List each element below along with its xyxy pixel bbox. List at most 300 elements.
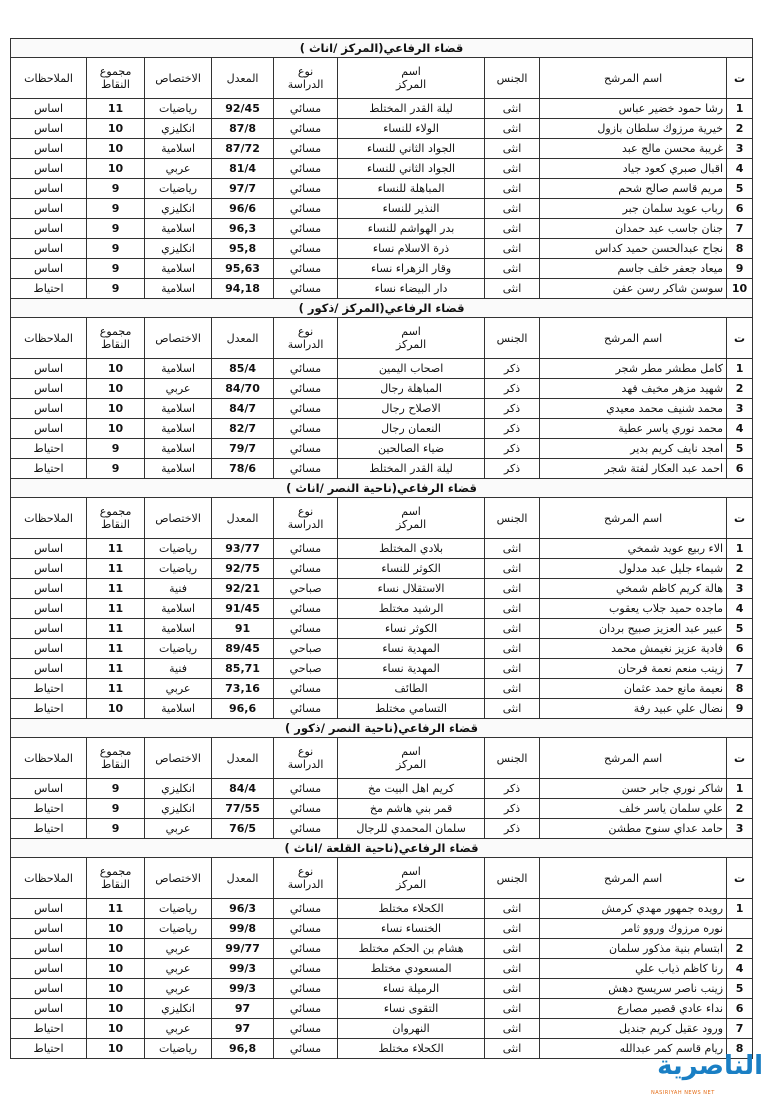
points-header-bottom: النقاط (101, 338, 130, 351)
average-cell: 85/4 (212, 359, 274, 379)
notes-cell: اساس (11, 219, 87, 239)
center-cell: هشام بن الحكم مختلط (338, 939, 485, 959)
notes-cell: اساس (11, 99, 87, 119)
center-cell: الجواد الثاني للنساء (338, 159, 485, 179)
gender-cell: انثى (485, 259, 540, 279)
candidate-name: محمد نوري ياسر عطية (540, 419, 727, 439)
table-row (11, 799, 753, 819)
candidate-name: رشا حمود خضير عباس (540, 99, 727, 119)
type-header-top: نوع (297, 505, 314, 518)
center-cell: الاستقلال نساء (338, 579, 485, 599)
points-cell: 9 (87, 779, 145, 799)
table-row (11, 619, 753, 639)
points-header-bottom: النقاط (101, 878, 130, 891)
candidate-name: عبير عبد العزيز صبيح بردان (540, 619, 727, 639)
points-cell: 10 (87, 959, 145, 979)
specialty-cell: انكليزي (145, 779, 212, 799)
study-type-cell: مسائي (274, 379, 338, 399)
candidate-name: شاكر نوري جابر حسن (540, 779, 727, 799)
avg-header: المعدل (212, 858, 274, 899)
specialty-cell: انكليزي (145, 239, 212, 259)
table-row (11, 279, 753, 299)
center-header-bottom: المركز (395, 758, 427, 771)
center-cell: المهدية نساء (338, 639, 485, 659)
average-cell: 93/77 (212, 539, 274, 559)
row-number: 5 (727, 619, 753, 639)
points-cell: 11 (87, 899, 145, 919)
notes-cell: اساس (11, 619, 87, 639)
row-number: 9 (727, 259, 753, 279)
center-header-top: اسم (401, 325, 421, 338)
center-cell: ليلة القدر المختلط (338, 459, 485, 479)
table-row (11, 139, 753, 159)
notes-cell: اساس (11, 939, 87, 959)
notes-cell: اساس (11, 399, 87, 419)
notes-cell: احتياط (11, 1039, 87, 1059)
row-number: 4 (727, 159, 753, 179)
specialty-cell: اسلامية (145, 219, 212, 239)
average-cell: 96,3 (212, 219, 274, 239)
specialty-cell: اسلامية (145, 459, 212, 479)
type-header-bottom: الدراسة (287, 338, 324, 351)
center-cell: التسامي مختلط (338, 699, 485, 719)
table-row (11, 459, 753, 479)
gender-header: الجنس (485, 318, 540, 359)
section-title-row (11, 719, 753, 738)
row-number: 8 (727, 1039, 753, 1059)
gender-cell: انثى (485, 99, 540, 119)
points-cell: 9 (87, 439, 145, 459)
study-type-cell: مسائي (274, 979, 338, 999)
points-cell: 10 (87, 119, 145, 139)
type-header-bottom: الدراسة (287, 878, 324, 891)
gender-cell: ذكر (485, 419, 540, 439)
study-type-cell: صباحي (274, 639, 338, 659)
average-cell: 97 (212, 999, 274, 1019)
candidate-name: نعيمة مانع حمد عثمان (540, 679, 727, 699)
study-type-cell: مسائي (274, 699, 338, 719)
specialty-cell: اسلامية (145, 699, 212, 719)
gender-cell: انثى (485, 999, 540, 1019)
points-header (87, 738, 145, 779)
points-cell: 11 (87, 599, 145, 619)
type-header-top: نوع (297, 865, 314, 878)
study-type-cell: مسائي (274, 619, 338, 639)
spec-header: الاختصاص (145, 858, 212, 899)
section-title-row (11, 839, 753, 858)
notes-cell: اساس (11, 979, 87, 999)
study-type-cell: مسائي (274, 919, 338, 939)
row-number: 3 (727, 139, 753, 159)
center-cell: النهروان (338, 1019, 485, 1039)
num-header: ت (727, 738, 753, 779)
gender-cell: ذكر (485, 359, 540, 379)
average-cell: 91 (212, 619, 274, 639)
section-title-row (11, 39, 753, 58)
notes-cell: اساس (11, 579, 87, 599)
row-number: 3 (727, 819, 753, 839)
study-type-cell: مسائي (274, 99, 338, 119)
study-type-cell: مسائي (274, 459, 338, 479)
specialty-cell: رياضيات (145, 899, 212, 919)
table-row (11, 159, 753, 179)
type-header (274, 318, 338, 359)
type-header (274, 498, 338, 539)
name-header: اسم المرشح (540, 738, 727, 779)
watermark-logo (645, 1052, 763, 1094)
average-cell: 97 (212, 1019, 274, 1039)
center-cell: الرميلة نساء (338, 979, 485, 999)
points-header-top: مجموع (99, 325, 132, 338)
notes-cell: اساس (11, 139, 87, 159)
center-cell: ليلة القدر المختلط (338, 99, 485, 119)
center-cell: الرشيد مختلط (338, 599, 485, 619)
points-cell: 11 (87, 539, 145, 559)
section-title-row (11, 479, 753, 498)
study-type-cell: مسائي (274, 399, 338, 419)
spec-header: الاختصاص (145, 318, 212, 359)
points-cell: 10 (87, 379, 145, 399)
name-header: اسم المرشح (540, 498, 727, 539)
candidate-name: رباب عويد سلمان جبر (540, 199, 727, 219)
points-cell: 10 (87, 359, 145, 379)
notes-cell: اساس (11, 899, 87, 919)
section-title: قضاء الرفاعي(المركز /ذكور ) (11, 299, 753, 318)
center-cell: الاصلاح رجال (338, 399, 485, 419)
specialty-cell: فنية (145, 659, 212, 679)
gender-cell: انثى (485, 119, 540, 139)
section-title: قضاء الرفاعي(المركز /اناث ) (11, 39, 753, 58)
gender-cell: ذكر (485, 819, 540, 839)
spec-header: الاختصاص (145, 738, 212, 779)
notes-cell: اساس (11, 599, 87, 619)
candidate-name: شيماء جليل عبد مدلول (540, 559, 727, 579)
points-header-bottom: النقاط (101, 78, 130, 91)
row-number: 10 (727, 279, 753, 299)
avg-header: المعدل (212, 318, 274, 359)
center-header-top: اسم (401, 65, 421, 78)
study-type-cell: مسائي (274, 1039, 338, 1059)
points-header (87, 58, 145, 99)
specialty-cell: اسلامية (145, 439, 212, 459)
center-cell: الكحلاء مختلط (338, 899, 485, 919)
points-cell: 9 (87, 239, 145, 259)
study-type-cell: مسائي (274, 679, 338, 699)
points-cell: 9 (87, 219, 145, 239)
row-number: 7 (727, 659, 753, 679)
points-header-top: مجموع (99, 505, 132, 518)
gender-cell: انثى (485, 659, 540, 679)
table-row (11, 559, 753, 579)
table-row (11, 579, 753, 599)
points-cell: 10 (87, 979, 145, 999)
table-row (11, 919, 753, 939)
center-header-top: اسم (401, 745, 421, 758)
average-cell: 82/7 (212, 419, 274, 439)
gender-header: الجنس (485, 738, 540, 779)
points-cell: 11 (87, 679, 145, 699)
specialty-cell: اسلامية (145, 419, 212, 439)
points-header (87, 318, 145, 359)
gender-cell: انثى (485, 939, 540, 959)
specialty-cell: عربي (145, 939, 212, 959)
section-title: قضاء الرفاعي(ناحية القلعة /اناث ) (11, 839, 753, 858)
points-cell: 10 (87, 1039, 145, 1059)
candidate-name: علي سلمان ياسر خلف (540, 799, 727, 819)
section-title: قضاء الرفاعي(ناحية النصر /ذكور ) (11, 719, 753, 738)
gender-cell: انثى (485, 179, 540, 199)
notes-cell: اساس (11, 179, 87, 199)
table-row (11, 539, 753, 559)
points-cell: 10 (87, 999, 145, 1019)
row-number: 1 (727, 359, 753, 379)
candidate-name: رنا كاظم ذياب علي (540, 959, 727, 979)
average-cell: 79/7 (212, 439, 274, 459)
specialty-cell: اسلامية (145, 359, 212, 379)
study-type-cell: مسائي (274, 999, 338, 1019)
name-header: اسم المرشح (540, 318, 727, 359)
notes-cell: اساس (11, 259, 87, 279)
study-type-cell: مسائي (274, 279, 338, 299)
gender-cell: انثى (485, 239, 540, 259)
average-cell: 91/45 (212, 599, 274, 619)
table-row (11, 679, 753, 699)
center-cell: المسعودي مختلط (338, 959, 485, 979)
average-cell: 96,8 (212, 1039, 274, 1059)
points-cell: 11 (87, 639, 145, 659)
center-cell: كريم اهل البيت مخ (338, 779, 485, 799)
center-cell: الجواد الثاني للنساء (338, 139, 485, 159)
avg-header: المعدل (212, 58, 274, 99)
points-cell: 10 (87, 139, 145, 159)
center-cell: المباهلة للنساء (338, 179, 485, 199)
row-number: 2 (727, 939, 753, 959)
center-cell: سلمان المحمدي للرجال (338, 819, 485, 839)
center-header-top: اسم (401, 865, 421, 878)
gender-header: الجنس (485, 58, 540, 99)
candidate-name: امجد نايف كريم بدير (540, 439, 727, 459)
notes-header: الملاحظات (11, 318, 87, 359)
average-cell: 85,71 (212, 659, 274, 679)
row-number: 1 (727, 779, 753, 799)
gender-cell: انثى (485, 139, 540, 159)
gender-cell: انثى (485, 559, 540, 579)
specialty-cell: عربي (145, 159, 212, 179)
average-cell: 84/7 (212, 399, 274, 419)
points-cell: 10 (87, 419, 145, 439)
notes-cell: اساس (11, 419, 87, 439)
gender-cell: انثى (485, 959, 540, 979)
type-header-bottom: الدراسة (287, 758, 324, 771)
study-type-cell: صباحي (274, 579, 338, 599)
name-header: اسم المرشح (540, 58, 727, 99)
study-type-cell: مسائي (274, 959, 338, 979)
notes-header: الملاحظات (11, 858, 87, 899)
average-cell: 87/8 (212, 119, 274, 139)
notes-cell: احتياط (11, 679, 87, 699)
header-row (11, 58, 753, 99)
points-cell: 9 (87, 179, 145, 199)
candidate-name: ابتسام بنية مذكور سلمان (540, 939, 727, 959)
study-type-cell: مسائي (274, 239, 338, 259)
gender-cell: انثى (485, 599, 540, 619)
section-title: قضاء الرفاعي(ناحية النصر /اناث ) (11, 479, 753, 498)
row-number: 7 (727, 1019, 753, 1039)
specialty-cell: اسلامية (145, 259, 212, 279)
header-row (11, 738, 753, 779)
gender-cell: انثى (485, 679, 540, 699)
gender-cell: انثى (485, 979, 540, 999)
specialty-cell: عربي (145, 819, 212, 839)
row-number: 1 (727, 99, 753, 119)
candidate-name: ماجده حميد جلاب يعقوب (540, 599, 727, 619)
specialty-cell: اسلامية (145, 399, 212, 419)
row-number (727, 919, 753, 939)
table-row (11, 1039, 753, 1059)
study-type-cell: مسائي (274, 1019, 338, 1039)
points-header-bottom: النقاط (101, 518, 130, 531)
gender-cell: ذكر (485, 399, 540, 419)
candidate-name: خيرية مرزوك سلطان بازول (540, 119, 727, 139)
table-row (11, 939, 753, 959)
table-row (11, 959, 753, 979)
watermark-text: الناصرية (657, 1051, 763, 1081)
num-header: ت (727, 858, 753, 899)
study-type-cell: مسائي (274, 419, 338, 439)
average-cell: 99/8 (212, 919, 274, 939)
center-cell: بلادي المختلط (338, 539, 485, 559)
points-header-top: مجموع (99, 865, 132, 878)
candidate-name: ميعاد جعفر خلف جاسم (540, 259, 727, 279)
notes-cell: احتياط (11, 459, 87, 479)
points-cell: 10 (87, 919, 145, 939)
notes-header: الملاحظات (11, 738, 87, 779)
points-cell: 10 (87, 159, 145, 179)
candidate-name: محمد شنيف محمد معيدي (540, 399, 727, 419)
gender-cell: انثى (485, 919, 540, 939)
notes-cell: اساس (11, 779, 87, 799)
table-row (11, 99, 753, 119)
table-row (11, 399, 753, 419)
center-cell: قمر بني هاشم مخ (338, 799, 485, 819)
candidate-name: غريبة محسن مالح عبد (540, 139, 727, 159)
notes-cell: اساس (11, 999, 87, 1019)
points-cell: 11 (87, 99, 145, 119)
candidate-name: ريام قاسم كمر عبدالله (540, 1039, 727, 1059)
average-cell: 87/72 (212, 139, 274, 159)
study-type-cell: صباحي (274, 659, 338, 679)
points-header-top: مجموع (99, 65, 132, 78)
specialty-cell: رياضيات (145, 539, 212, 559)
center-cell: اصحاب اليمين (338, 359, 485, 379)
candidate-name: رويده جمهور مهدي كرمش (540, 899, 727, 919)
gender-cell: ذكر (485, 439, 540, 459)
candidate-name: شهيد مزهر مخيف فهد (540, 379, 727, 399)
center-header (338, 58, 485, 99)
table-row (11, 999, 753, 1019)
study-type-cell: مسائي (274, 359, 338, 379)
points-cell: 9 (87, 819, 145, 839)
table-row (11, 119, 753, 139)
table-row (11, 219, 753, 239)
header-row (11, 318, 753, 359)
row-number: 4 (727, 959, 753, 979)
center-cell: دار البيضاء نساء (338, 279, 485, 299)
table-row (11, 1019, 753, 1039)
center-cell: المباهلة رجال (338, 379, 485, 399)
study-type-cell: مسائي (274, 199, 338, 219)
candidates-table (10, 38, 753, 1059)
center-header (338, 318, 485, 359)
candidate-name: زينب منعم نعمة فرحان (540, 659, 727, 679)
type-header-top: نوع (297, 745, 314, 758)
gender-cell: انثى (485, 159, 540, 179)
specialty-cell: عربي (145, 379, 212, 399)
table-row (11, 819, 753, 839)
table-row (11, 239, 753, 259)
table-row (11, 419, 753, 439)
row-number: 5 (727, 979, 753, 999)
notes-cell: احتياط (11, 279, 87, 299)
points-cell: 10 (87, 399, 145, 419)
average-cell: 92/45 (212, 99, 274, 119)
watermark-subtext: NASIRIYAH NEWS NET (651, 1090, 715, 1096)
center-cell: ذرة الاسلام نساء (338, 239, 485, 259)
gender-cell: انثى (485, 279, 540, 299)
candidate-name: احمد عبد العكار لفتة شجر (540, 459, 727, 479)
center-header (338, 738, 485, 779)
candidate-name: زينب ناصر سريسح دهش (540, 979, 727, 999)
center-cell: الطائف (338, 679, 485, 699)
study-type-cell: مسائي (274, 119, 338, 139)
average-cell: 77/55 (212, 799, 274, 819)
notes-cell: اساس (11, 639, 87, 659)
specialty-cell: اسلامية (145, 599, 212, 619)
type-header-bottom: الدراسة (287, 78, 324, 91)
points-cell: 10 (87, 699, 145, 719)
notes-cell: اساس (11, 659, 87, 679)
candidate-name: اقبال صبري كعود جياد (540, 159, 727, 179)
avg-header: المعدل (212, 498, 274, 539)
points-cell: 11 (87, 619, 145, 639)
average-cell: 92/75 (212, 559, 274, 579)
specialty-cell: رياضيات (145, 639, 212, 659)
gender-cell: ذكر (485, 459, 540, 479)
study-type-cell: مسائي (274, 939, 338, 959)
type-header (274, 58, 338, 99)
notes-cell: احتياط (11, 799, 87, 819)
points-cell: 9 (87, 279, 145, 299)
specialty-cell: عربي (145, 959, 212, 979)
center-cell: التقوى نساء (338, 999, 485, 1019)
table-row (11, 599, 753, 619)
points-cell: 9 (87, 799, 145, 819)
type-header-top: نوع (297, 325, 314, 338)
points-cell: 9 (87, 459, 145, 479)
header-row (11, 858, 753, 899)
avg-header: المعدل (212, 738, 274, 779)
center-header-top: اسم (401, 505, 421, 518)
candidate-name: مريم قاسم صالح شحم (540, 179, 727, 199)
notes-cell: اساس (11, 159, 87, 179)
num-header: ت (727, 498, 753, 539)
notes-cell: اساس (11, 919, 87, 939)
study-type-cell: مسائي (274, 139, 338, 159)
points-cell: 10 (87, 939, 145, 959)
specialty-cell: اسلامية (145, 619, 212, 639)
gender-cell: ذكر (485, 379, 540, 399)
notes-cell: اساس (11, 359, 87, 379)
